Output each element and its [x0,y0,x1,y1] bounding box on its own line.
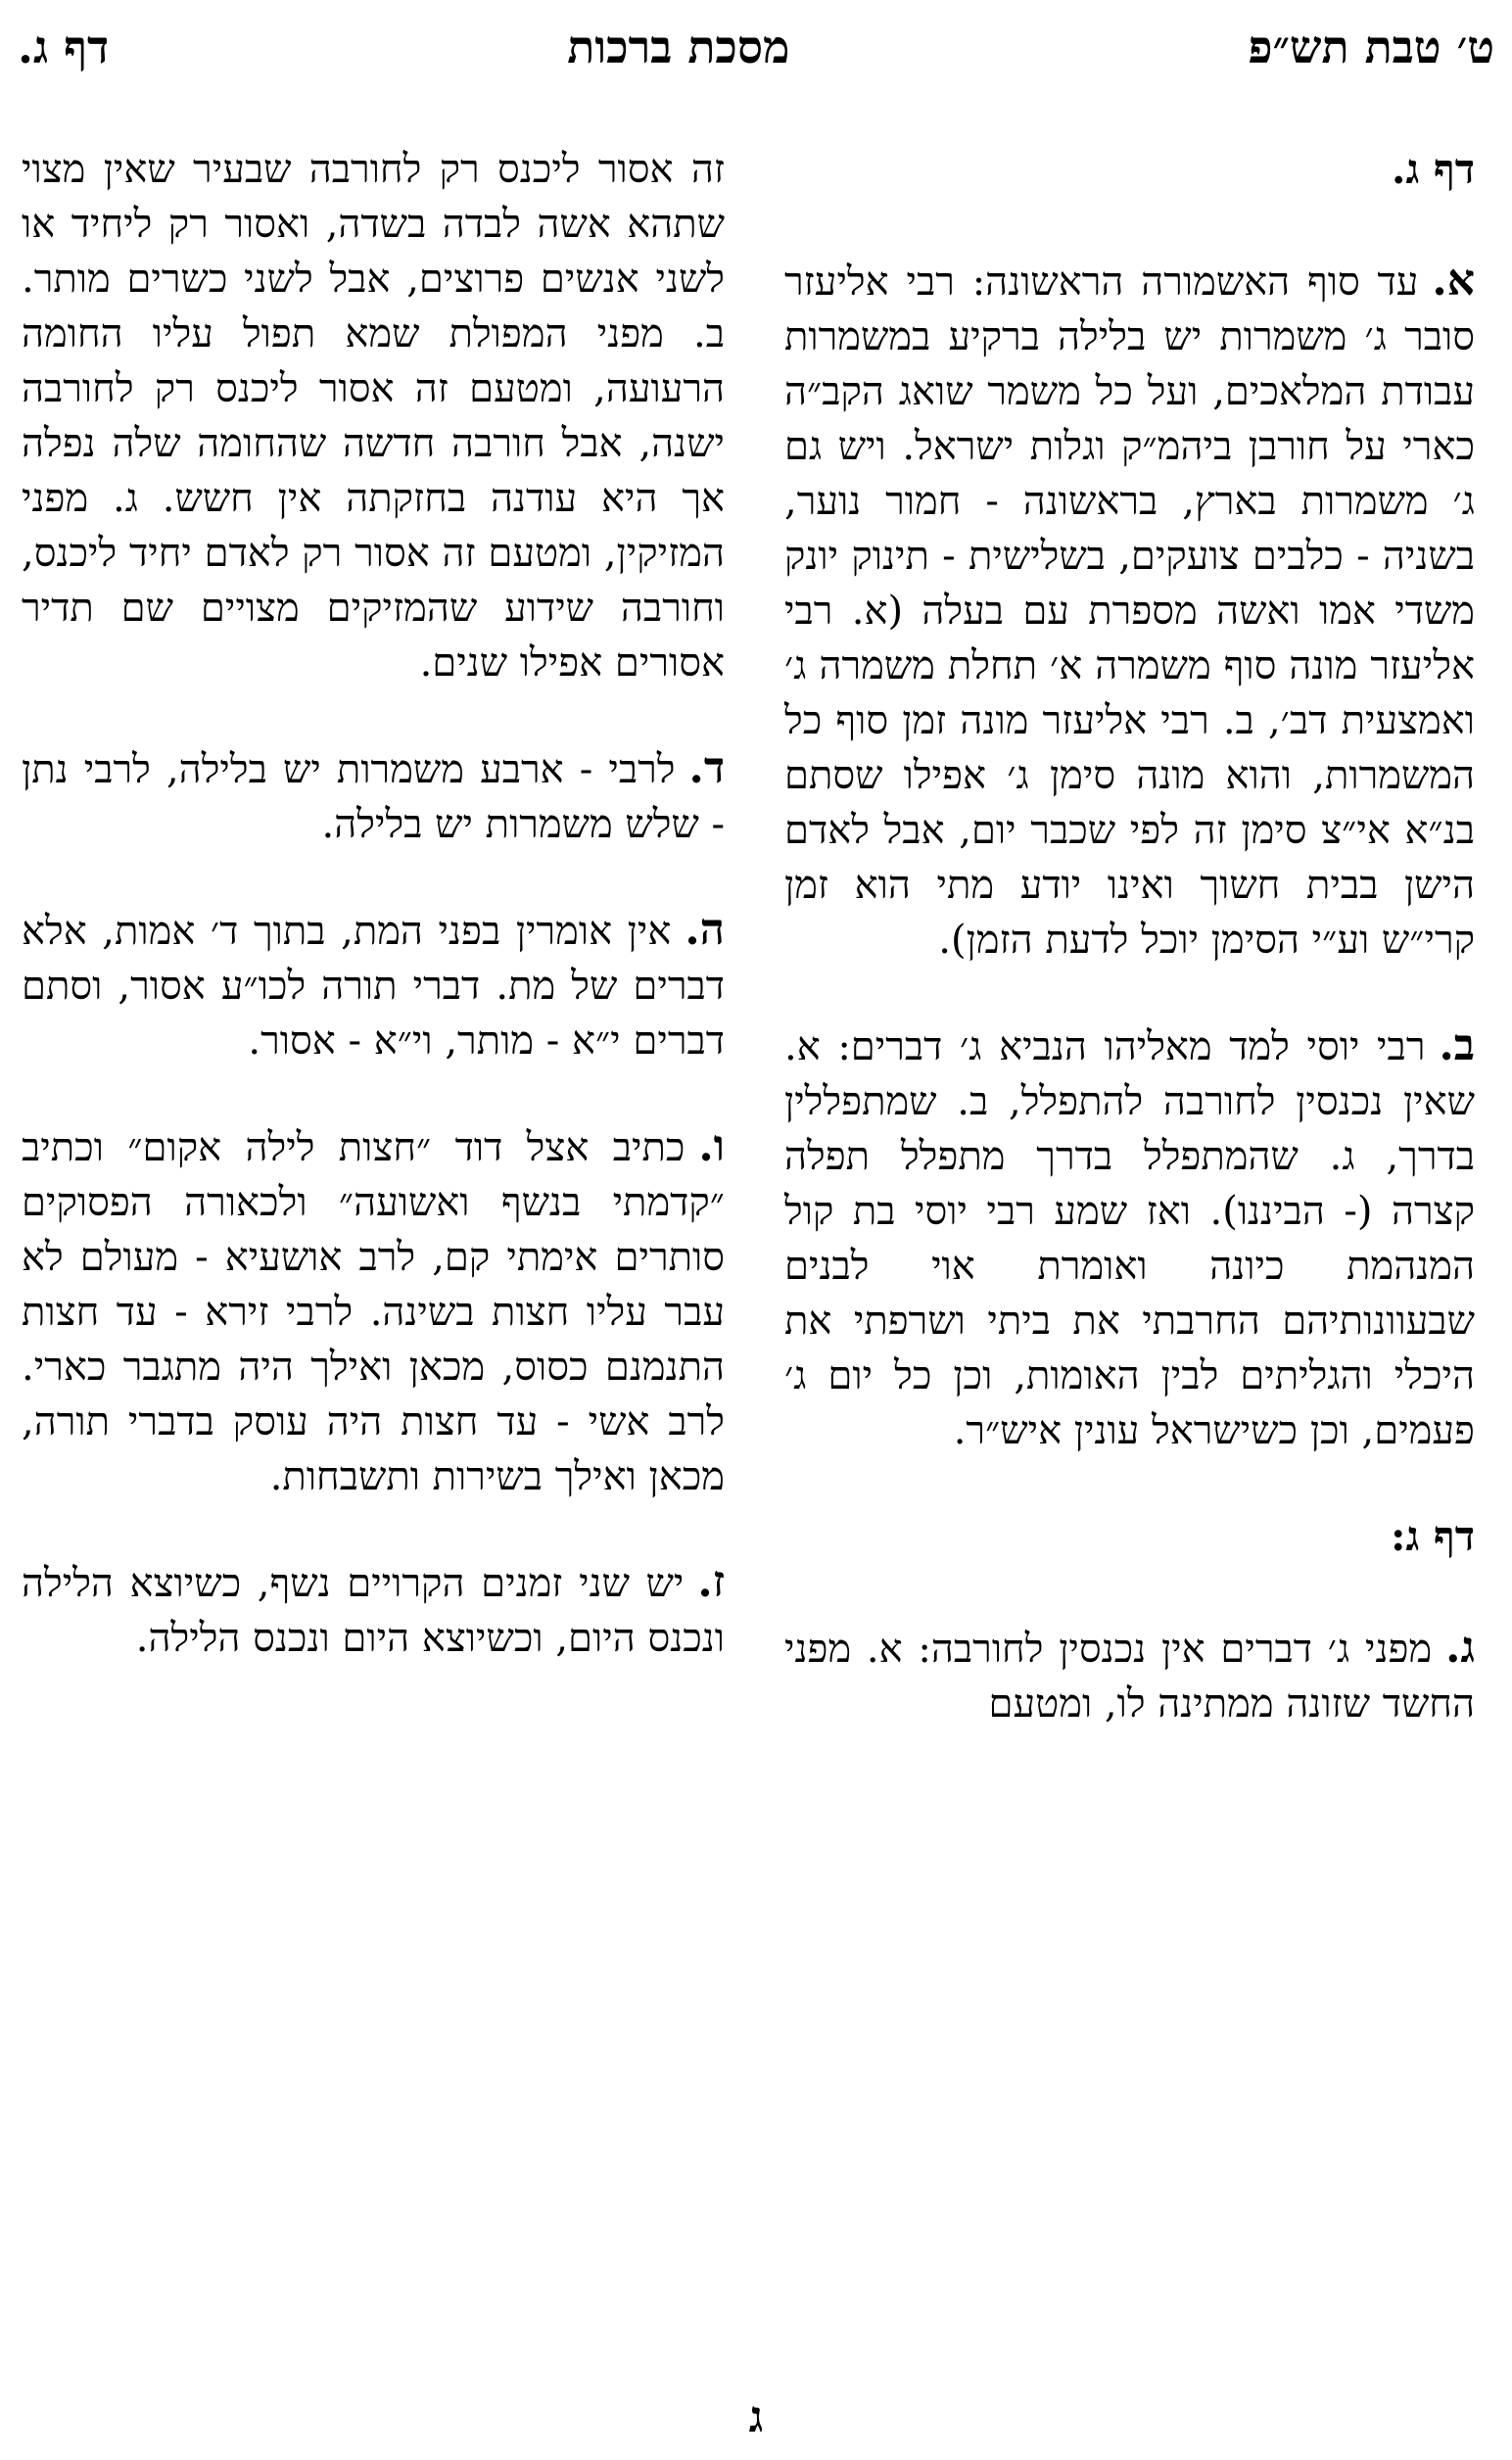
page-number: ג [748,2392,764,2442]
section-label: ב. [1439,1020,1475,1070]
left-column [22,142,725,1717]
section-he [22,903,725,1068]
section-zayin [22,1555,725,1666]
header-tractate: מסכת ברכות [567,21,790,73]
section-text: עד סוף האשמורה הראשונה: רבי אליעזר סובר ג׳ משמרות יש בלילה ברקיע במשמרות עבודת המלאכים, ועל כל משמר שואג הקב״ה כארי על חורבן ביהמ״ק וגלות ישראל. ויש גם ג׳ משמרות בארץ, בראשונה - חמור נוער, בשניה - כלבים צועקים, בשלישית - תינוק יונק משדי אמו ואשה מספרת עם בעלה (א. רבי אליעזר מונה סוף משמרה א׳ תחלת משמרה ג׳ ואמצעית דב׳, ב. רבי אליעזר מונה זמן סוף כל המשמרות, והוא מונה סימן ג׳ אפילו שסתם בנ״א אי״צ סימן זה לפי שכבר יום, אבל לאדם הישן בבית חשוך ואינו יודע מתי הוא זמן קרי״ש וע״י הסימן יוכל לדעת הזמן). [784,260,1475,963]
section-text: כתיב אצל דוד ״חצות לילה אקום״ וכתיב ״קדמתי בנשף ואשועה״ ולכאורה הפסוקים סותרים אימתי קם, לרב אושעיא - מעולם לא עבר עליו חצות בשינה. לרבי זירא - עד חצות התנמנם כסוס, מכאן ואילך היה מתגבר כארי. לרב אשי - עד חצות היה עוסק בדברי תורה, מכאן ואילך בשירות ותשבחות. [22,1125,725,1499]
right-column [784,142,1475,1782]
section-label: ד. [688,743,725,793]
daf-heading-2: דף ג: [1391,1512,1475,1560]
section-text: זה אסור ליכנס רק לחורבה שבעיר שאין מצוי שתהא אשה לבדה בשדה, ואסור רק ליחיד או לשני אנשים פרוצים, אבל לשני כשרים מותר. ב. מפני המפולת שמא תפול עליו החומה הרעועה, ומטעם זה אסור ליכנס רק לחורבה ישנה, אבל חורבה חדשה שהחומה שלה נפלה אך היא עודנה בחזקתה אין חשש. ג. מפני המזיקין, ומטעם זה אסור רק לאדם יחיד ליכנס, וחורבה שידוע שהמזיקים מצויים שם תדיר אסורים אפילו שנים. [22,147,725,686]
daf-heading: דף ג. [1391,145,1475,193]
section-label: ג. [1445,1623,1475,1673]
section-label: ז. [697,1557,725,1607]
section-label: א. [1432,256,1475,306]
section-label: ו. [698,1121,725,1171]
section-aleph [784,254,1475,968]
header-daf: דף ג. [18,21,110,73]
section-dalet [22,741,725,852]
header-date: ט׳ טבת תש״פ [1248,21,1494,73]
section-gimel [784,1621,1475,1731]
section-text: לרבי - ארבע משמרות יש בלילה, לרבי נתן - שלש משמרות יש בלילה. [22,747,725,847]
section-vav [22,1119,725,1504]
section-bet [784,1018,1475,1458]
page-header [18,18,1494,76]
section-text: יש שני זמנים הקרויים נשף, כשיוצא הלילה ונכנס היום, וכשיוצא היום ונכנס הלילה. [22,1561,725,1661]
section-text: אין אומרין בפני המת, בתוך ד׳ אמות, אלא דברים של מת. דברי תורה לכו״ע אסור, וסתם דברים י״א - מותר, וי״א - אסור. [22,909,725,1064]
section-label: ה. [685,905,725,955]
section-text: מפני ג׳ דברים אין נכנסין לחורבה: א. מפני החשד שזונה ממתינה לו, ומטעם [784,1627,1475,1727]
section-continuation [22,142,725,690]
section-text: רבי יוסי למד מאליהו הנביא ג׳ דברים: א. שאין נכנסין לחורבה להתפלל, ב. שמתפללין בדרך, ג. שהמתפלל בדרך מתפלל תפלה קצרה (- הביננו). ואז שמע רבי יוסי בת קול המנהמת כיונה ואומרת אוי לבנים שבעוונותיהם החרבתי את ביתי ושרפתי את היכלי והגליתים לבין האומות, וכן כל יום ג׳ פעמים, וכן כשישראל עונין איש״ר. [784,1024,1475,1453]
